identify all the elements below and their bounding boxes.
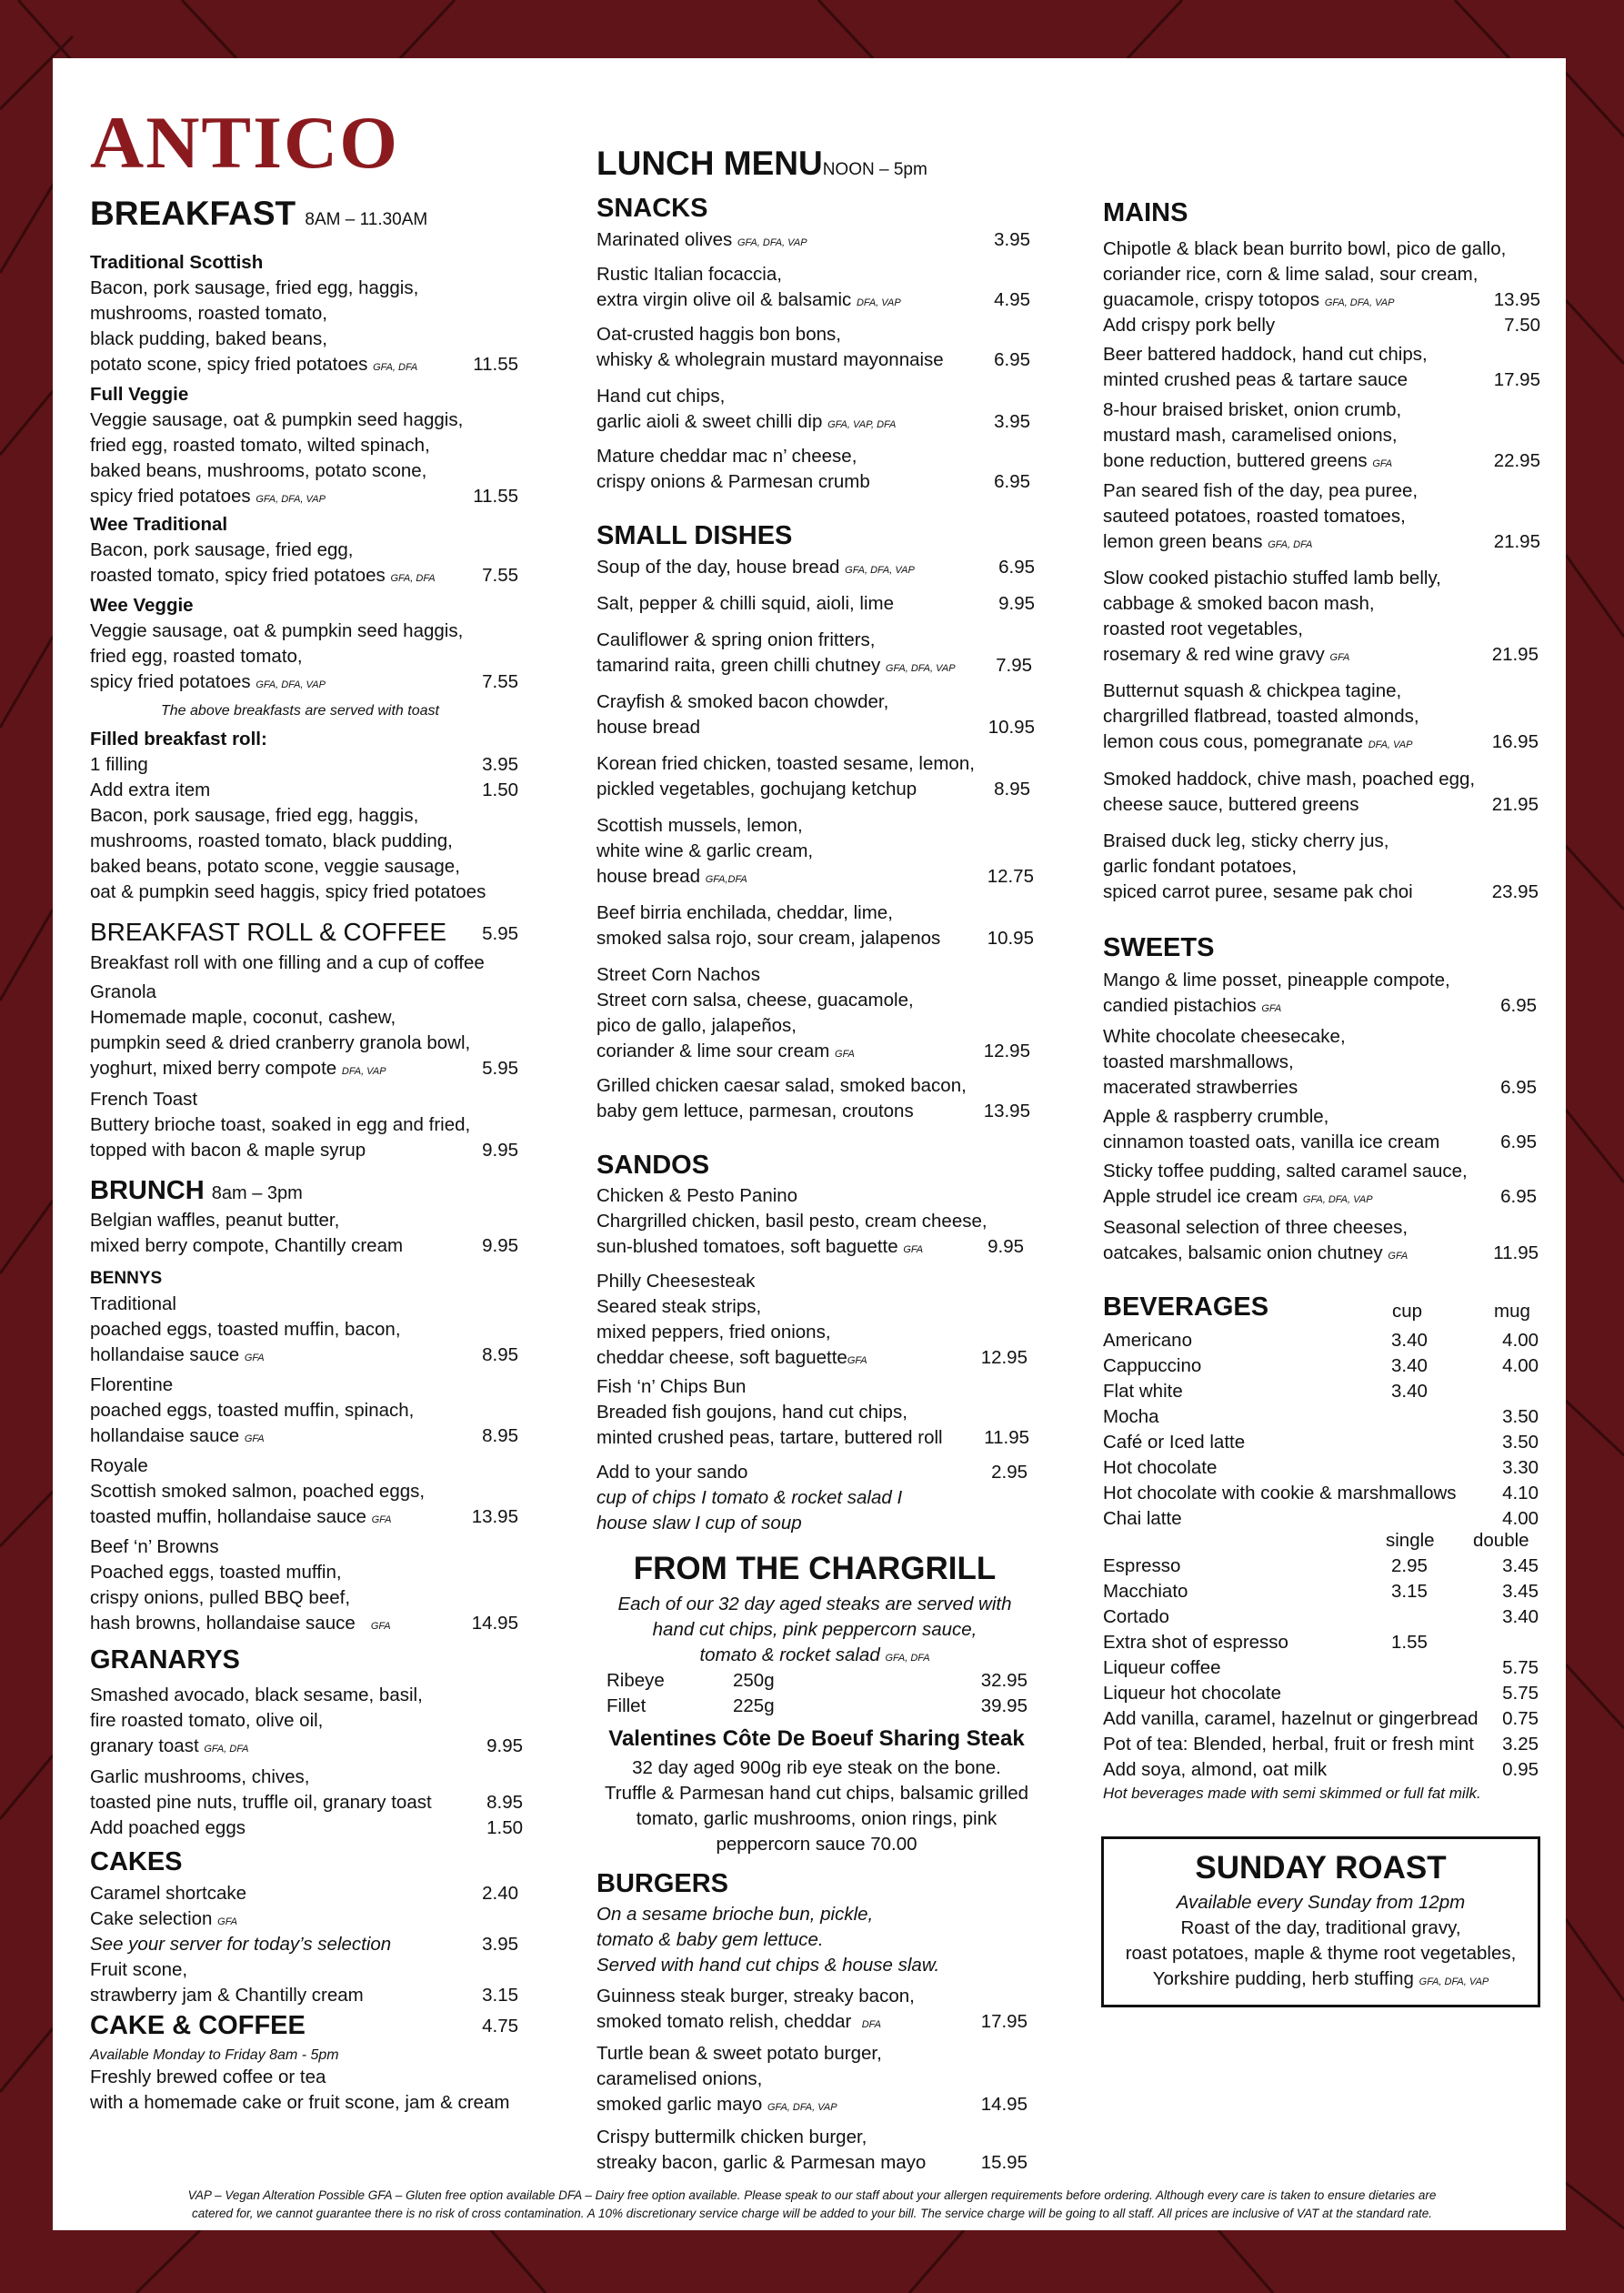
item-desc: lemon cous cous, pomegranate DFA, VAP	[1103, 731, 1413, 752]
beverage-price: 4.00	[1502, 1355, 1539, 1376]
item-desc: strawberry jam & Chantilly cream	[90, 1985, 364, 2006]
item-desc: 8-hour braised brisket, onion crumb,	[1103, 399, 1402, 420]
item-desc: candied pistachios GFA	[1103, 995, 1282, 1016]
item-price: 6.95	[994, 349, 1030, 370]
item-desc: Belgian waffles, peanut butter,	[90, 1210, 340, 1231]
item-desc: roast potatoes, maple & thyme root vegetables,	[1125, 1943, 1517, 1964]
item-price: 9.95	[998, 593, 1035, 614]
item-price: 39.95	[980, 1695, 1028, 1716]
item-price: 8.95	[482, 1425, 518, 1446]
beverage-name: Espresso	[1103, 1555, 1181, 1576]
item-desc: 1 filling	[90, 754, 148, 775]
item-desc: Pan seared fish of the day, pea puree,	[1103, 480, 1418, 501]
item-desc: Breakfast roll with one filling and a cup of coffee	[90, 952, 485, 973]
item-price: 6.95	[1500, 995, 1537, 1016]
item-desc: Bacon, pork sausage, fried egg, haggis,	[90, 805, 419, 826]
item-desc: smoked tomato relish, cheddar DFA	[596, 2011, 881, 2032]
section-title: BEVERAGES	[1103, 1292, 1269, 1322]
item-desc: potato scone, spicy fried potatoes GFA, DFA	[90, 354, 418, 375]
beverage-name: Add soya, almond, oat milk	[1103, 1759, 1328, 1780]
item-price: 12.95	[983, 1041, 1030, 1061]
beverage-price: 0.95	[1502, 1759, 1539, 1780]
item-desc: spicy fried potatoes GFA, DFA, VAP	[90, 486, 326, 507]
item-desc: baby gem lettuce, parmesan, croutons	[596, 1101, 914, 1121]
item-price: 21.95	[1491, 794, 1539, 815]
column-header: mug	[1494, 1301, 1530, 1322]
toast-note: The above breakfasts are served with toast	[161, 703, 439, 719]
item-price: 4.75	[482, 2016, 518, 2037]
item-desc: Smashed avocado, black sesame, basil,	[90, 1685, 423, 1705]
item-name: Beef ‘n’ Browns	[90, 1536, 219, 1557]
beverage-price: 3.40	[1391, 1330, 1428, 1351]
item-desc: Turtle bean & sweet potato burger,	[596, 2043, 882, 2064]
item-desc: white wine & garlic cream,	[596, 840, 814, 861]
beverage-price: 2.95	[1391, 1555, 1428, 1576]
item-desc: Street corn salsa, cheese, guacamole,	[596, 990, 914, 1011]
item-desc: Roast of the day, traditional gravy,	[1180, 1917, 1461, 1938]
item-name: Royale	[90, 1455, 148, 1476]
item-desc: rosemary & red wine gravy GFA	[1103, 644, 1350, 665]
beverage-name: Hot chocolate	[1103, 1457, 1218, 1478]
item-price: 11.95	[984, 1427, 1029, 1448]
allergen-footer	[98, 2187, 1526, 2223]
beverage-price: 3.30	[1502, 1457, 1539, 1478]
sunday-roast-box	[1101, 1836, 1540, 2007]
item-desc: Add poached eggs	[90, 1817, 246, 1838]
item-desc: Breaded fish goujons, hand cut chips,	[596, 1402, 907, 1423]
steak-name: Fillet	[606, 1695, 647, 1716]
item-desc: caramelised onions,	[596, 2068, 763, 2089]
item-desc: roasted root vegetables,	[1103, 619, 1303, 639]
item-desc: Braised duck leg, sticky cherry jus,	[1103, 830, 1389, 851]
item-desc: macerated strawberries	[1103, 1077, 1298, 1098]
steak-weight: 225g	[733, 1695, 775, 1716]
item-desc: cheddar cheese, soft baguetteGFA	[596, 1347, 867, 1368]
item-note: Available every Sunday from 12pm	[1176, 1892, 1466, 1913]
item-price: 9.95	[486, 1735, 523, 1756]
section-title: CAKES	[90, 1847, 183, 1876]
item-price: 9.95	[482, 1235, 518, 1256]
item-desc: Chargrilled chicken, basil pesto, cream cheese,	[596, 1211, 987, 1232]
item-price: 21.95	[1493, 531, 1540, 552]
item-price: 3.95	[994, 229, 1030, 250]
item-desc: chargrilled flatbread, toasted almonds,	[1103, 706, 1419, 727]
item-desc: pumpkin seed & dried cranberry granola bowl,	[90, 1032, 471, 1053]
breakfast-title: BREAKFAST 8AM – 11.30AM	[90, 195, 428, 232]
item-desc: Smoked haddock, chive mash, poached egg,	[1103, 769, 1476, 789]
item-name: Fish ‘n’ Chips Bun	[596, 1376, 747, 1397]
item-name: Wee Traditional	[90, 514, 228, 535]
item-desc: black pudding, baked beans,	[90, 328, 328, 349]
item-note: Available Monday to Friday 8am - 5pm	[90, 2047, 339, 2063]
item-price: 5.95	[482, 923, 518, 944]
item-price: 15.95	[980, 2152, 1028, 2173]
item-desc: Bacon, pork sausage, fried egg, haggis,	[90, 277, 419, 298]
item-desc: tamarind raita, green chilli chutney GFA, DFA, VAP	[596, 655, 956, 676]
beverage-name: Cortado	[1103, 1606, 1169, 1627]
item-desc: Oat-crusted haggis bon bons,	[596, 324, 841, 345]
item-price: 7.95	[996, 655, 1032, 676]
item-desc: peppercorn sauce 70.00	[716, 1834, 917, 1855]
beverage-price: 3.15	[1391, 1581, 1428, 1602]
item-desc: Mature cheddar mac n’ cheese,	[596, 446, 857, 467]
item-desc: coriander rice, corn & lime salad, sour cream,	[1103, 264, 1479, 285]
section-title: BREAKFAST ROLL & COFFEE	[90, 918, 447, 946]
item-price: 6.95	[998, 557, 1035, 578]
lunch-title: LUNCH MENUNOON – 5pm	[596, 145, 927, 182]
item-desc: whisky & wholegrain mustard mayonnaise	[596, 349, 944, 370]
item-price: 12.75	[987, 866, 1034, 887]
item-desc: Korean fried chicken, toasted sesame, lemon,	[596, 753, 975, 774]
item-desc: coriander & lime sour cream GFA	[596, 1041, 855, 1061]
item-desc: yoghurt, mixed berry compote DFA, VAP	[90, 1058, 386, 1079]
item-desc: house slaw I cup of soup	[596, 1513, 802, 1534]
item-desc: mixed peppers, fried onions,	[596, 1322, 831, 1343]
steak-weight: 250g	[733, 1670, 775, 1691]
item-desc: lemon green beans GFA, DFA	[1103, 531, 1313, 552]
item-desc: Grilled chicken caesar salad, smoked bacon,	[596, 1075, 967, 1096]
item-price: 9.95	[482, 1140, 518, 1161]
beverage-name: Add vanilla, caramel, hazelnut or gingerbread	[1103, 1708, 1479, 1729]
item-desc: Scottish mussels, lemon,	[596, 815, 803, 836]
beverage-price: 3.40	[1502, 1606, 1539, 1627]
item-price: 11.55	[473, 486, 518, 507]
item-price: 8.95	[486, 1792, 523, 1813]
item-name: Full Veggie	[90, 384, 189, 405]
beverage-name: Macchiato	[1103, 1581, 1188, 1602]
item-desc: tomato & rocket salad GFA, DFA	[699, 1644, 930, 1665]
item-desc: Beef birria enchilada, cheddar, lime,	[596, 902, 893, 923]
item-desc: Poached eggs, toasted muffin,	[90, 1562, 342, 1583]
beverage-name: Café or Iced latte	[1103, 1432, 1246, 1453]
item-desc: Seared steak strips,	[596, 1296, 762, 1317]
item-desc: Sticky toffee pudding, salted caramel sauce,	[1103, 1161, 1468, 1182]
beverage-price: 4.10	[1502, 1483, 1539, 1504]
item-desc: Beer battered haddock, hand cut chips,	[1103, 344, 1428, 365]
beverage-price: 3.40	[1391, 1381, 1428, 1402]
beverage-price: 1.55	[1391, 1632, 1428, 1653]
item-desc: house bread	[596, 717, 700, 738]
item-price: 6.95	[1500, 1131, 1537, 1152]
item-desc: Slow cooked pistachio stuffed lamb belly,	[1103, 568, 1441, 588]
item-name: Florentine	[90, 1374, 174, 1395]
item-desc: Cake selection GFA	[90, 1908, 237, 1929]
section-title: MAINS	[1103, 198, 1188, 227]
section-title: GRANARYS	[90, 1645, 240, 1674]
item-desc: hollandaise sauce GFA	[90, 1425, 265, 1446]
item-desc: cinnamon toasted oats, vanilla ice cream	[1103, 1131, 1440, 1152]
item-price: 14.95	[471, 1613, 518, 1634]
item-desc: fire roasted tomato, olive oil,	[90, 1710, 324, 1731]
item-price: 22.95	[1493, 450, 1540, 471]
item-desc: cheese sauce, buttered greens	[1103, 794, 1359, 815]
item-price: 10.95	[987, 928, 1034, 949]
item-name: Chicken & Pesto Panino	[596, 1185, 798, 1206]
item-desc: mushrooms, roasted tomato, black pudding,	[90, 830, 453, 851]
beverage-name: Liqueur coffee	[1103, 1657, 1221, 1678]
item-price: 17.95	[980, 2011, 1028, 2032]
beverage-price: 5.75	[1502, 1683, 1539, 1704]
item-desc: Seasonal selection of three cheeses,	[1103, 1217, 1408, 1238]
item-desc: guacamole, crispy totopos GFA, DFA, VAP	[1103, 289, 1395, 310]
item-price: 12.95	[980, 1347, 1028, 1368]
item-desc: Yorkshire pudding, herb stuffing GFA, DFA, VAP	[1152, 1968, 1489, 1989]
beverage-price: 5.75	[1502, 1657, 1539, 1678]
item-desc: fried egg, roasted tomato,	[90, 646, 303, 667]
item-price: 7.55	[482, 565, 518, 586]
item-desc: toasted marshmallows,	[1103, 1051, 1294, 1072]
item-desc: On a sesame brioche bun, pickle,	[596, 1904, 874, 1925]
item-name: French Toast	[90, 1089, 198, 1110]
item-desc: Crayfish & smoked bacon chowder,	[596, 691, 889, 712]
item-desc: sun-blushed tomatoes, soft baguette GFA	[596, 1236, 924, 1257]
item-price: 23.95	[1491, 881, 1539, 902]
item-price: 1.50	[486, 1817, 523, 1838]
item-name: Wee Veggie	[90, 595, 194, 616]
item-price: 7.55	[482, 671, 518, 692]
item-desc: hollandaise sauce GFA	[90, 1344, 265, 1365]
item-name: Traditional Scottish	[90, 252, 264, 273]
item-desc: Garlic mushrooms, chives,	[90, 1766, 310, 1787]
item-desc: garlic fondant potatoes,	[1103, 856, 1298, 877]
beverage-price: 0.75	[1502, 1708, 1539, 1729]
beverage-price: 3.45	[1502, 1555, 1539, 1576]
beverage-price: 3.50	[1502, 1432, 1539, 1453]
item-desc: Crispy buttermilk chicken burger,	[596, 2127, 867, 2147]
item-desc: 32 day aged 900g rib eye steak on the bone.	[632, 1757, 1001, 1778]
section-title: FROM THE CHARGRILL	[633, 1551, 997, 1586]
brunch-title: BRUNCH 8am – 3pm	[90, 1176, 303, 1205]
beverage-price: 3.40	[1391, 1355, 1428, 1376]
item-desc: Hand cut chips,	[596, 386, 726, 407]
item-desc: extra virgin olive oil & balsamic DFA, VAP	[596, 289, 901, 310]
item-desc: mushrooms, roasted tomato,	[90, 303, 327, 324]
item-price: 13.95	[471, 1506, 518, 1527]
item-desc: Add to your sando	[596, 1462, 748, 1483]
item-price: 13.95	[983, 1101, 1030, 1121]
item-desc: tomato, garlic mushrooms, onion rings, pink	[636, 1808, 997, 1829]
item-desc: cup of chips I tomato & rocket salad I	[596, 1487, 903, 1508]
item-desc: spiced carrot puree, sesame pak choi	[1103, 881, 1413, 902]
item-price: 11.95	[1493, 1242, 1539, 1263]
item-desc: streaky bacon, garlic & Parmesan mayo	[596, 2152, 927, 2173]
beverage-name: Extra shot of espresso	[1103, 1632, 1288, 1653]
item-desc: Freshly brewed coffee or tea	[90, 2067, 326, 2087]
item-desc: baked beans, potato scone, veggie sausage,	[90, 856, 460, 877]
item-desc: pickled vegetables, gochujang ketchup	[596, 779, 917, 800]
beverage-price: 3.45	[1502, 1581, 1539, 1602]
item-desc: Scottish smoked salmon, poached eggs,	[90, 1481, 426, 1502]
item-desc: poached eggs, toasted muffin, bacon,	[90, 1319, 401, 1340]
item-price: 1.50	[482, 779, 518, 800]
item-price: 9.95	[987, 1236, 1024, 1257]
special-title: Valentines Côte De Boeuf Sharing Steak	[608, 1726, 1025, 1751]
beverage-price: 3.25	[1502, 1734, 1539, 1755]
section-title: SMALL DISHES	[596, 521, 793, 550]
item-desc: Guinness steak burger, streaky bacon,	[596, 1986, 915, 2006]
item-desc: baked beans, mushrooms, potato scone,	[90, 460, 427, 481]
item-price: 16.95	[1491, 731, 1539, 752]
column-header: single	[1386, 1530, 1435, 1551]
item-desc: toasted muffin, hollandaise sauce GFA	[90, 1506, 392, 1527]
steak-name: Ribeye	[606, 1670, 665, 1691]
section-title: SUNDAY ROAST	[1195, 1850, 1447, 1886]
section-title: CAKE & COFFEE	[90, 2011, 306, 2040]
item-desc: smoked garlic mayo GFA, DFA, VAP	[596, 2094, 837, 2115]
item-desc: minted crushed peas, tartare, buttered roll	[596, 1427, 943, 1448]
item-desc: oatcakes, balsamic onion chutney GFA	[1103, 1242, 1408, 1263]
item-price: 3.95	[482, 754, 518, 775]
item-desc: pico de gallo, jalapeños,	[596, 1015, 797, 1036]
item-desc: smoked salsa rojo, sour cream, jalapenos	[596, 928, 941, 949]
item-desc: with a homemade cake or fruit scone, jam & cream	[90, 2092, 510, 2113]
item-price: 2.40	[482, 1883, 518, 1904]
item-price: 8.95	[482, 1344, 518, 1365]
item-desc: Veggie sausage, oat & pumpkin seed haggis,	[90, 409, 464, 430]
beverage-price: 4.00	[1502, 1508, 1539, 1529]
item-desc: crispy onions, pulled BBQ beef,	[90, 1587, 351, 1608]
item-desc: garlic aioli & sweet chilli dip GFA, VAP, DFA	[596, 411, 897, 432]
item-desc: Rustic Italian focaccia,	[596, 264, 782, 285]
item-price: 3.15	[482, 1985, 518, 2006]
item-desc: Mango & lime posset, pineapple compote,	[1103, 970, 1450, 991]
beverage-name: Hot chocolate with cookie & marshmallows	[1103, 1483, 1457, 1504]
beverage-name: Pot of tea: Blended, herbal, fruit or fresh mint	[1103, 1734, 1474, 1755]
item-desc: Butternut squash & chickpea tagine,	[1103, 680, 1402, 701]
item-desc: Caramel shortcake	[90, 1883, 247, 1904]
item-desc: Salt, pepper & chilli squid, aioli, lime	[596, 593, 895, 614]
item-desc: Truffle & Parmesan hand cut chips, balsamic grilled	[604, 1783, 1029, 1804]
item-price: 8.95	[994, 779, 1030, 800]
item-desc: Buttery brioche toast, soaked in egg and fried,	[90, 1114, 471, 1135]
item-price: 11.55	[473, 354, 518, 375]
item-desc: cabbage & smoked bacon mash,	[1103, 593, 1375, 614]
item-price: 3.95	[994, 411, 1030, 432]
bennys-subtitle: BENNYS	[90, 1269, 163, 1288]
item-desc: roasted tomato, spicy fried potatoes GFA, DFA	[90, 565, 436, 586]
item-price: 14.95	[980, 2094, 1028, 2115]
item-price: 21.95	[1491, 644, 1539, 665]
item-name: Filled breakfast roll:	[90, 729, 267, 749]
item-desc: spicy fried potatoes GFA, DFA, VAP	[90, 671, 326, 692]
item-desc: oat & pumpkin seed haggis, spicy fried potatoes	[90, 881, 486, 902]
item-price: 6.95	[1500, 1077, 1537, 1098]
item-price: 10.95	[987, 717, 1035, 738]
item-price: 4.95	[994, 289, 1030, 310]
item-desc: mustard mash, caramelised onions,	[1103, 425, 1398, 446]
item-desc: Add crispy pork belly	[1103, 315, 1276, 336]
item-desc: minted crushed peas & tartare sauce	[1103, 369, 1408, 390]
item-desc: See your server for today’s selection	[90, 1934, 392, 1955]
item-desc: Cauliflower & spring onion fritters,	[596, 629, 876, 650]
item-desc: Marinated olives GFA, DFA, VAP	[596, 229, 807, 250]
item-desc: toasted pine nuts, truffle oil, granary toast	[90, 1792, 432, 1813]
section-title: BURGERS	[596, 1869, 729, 1898]
item-desc: White chocolate cheesecake,	[1103, 1026, 1346, 1047]
beverage-name: Chai latte	[1103, 1508, 1182, 1529]
footer-line: VAP – Vegan Alteration Possible GFA – Gluten free option available DFA – Dairy free option available. Please speak to our staff about your allergen requirements before ordering. Although every care is taken to ensure dietaries are	[187, 2188, 1437, 2202]
beverage-name: Americano	[1103, 1330, 1192, 1351]
section-title: SNACKS	[596, 194, 708, 223]
item-price: 3.95	[482, 1934, 518, 1955]
item-name: Philly Cheesesteak	[596, 1271, 756, 1292]
item-price: 32.95	[980, 1670, 1028, 1691]
item-price: 7.50	[1504, 315, 1540, 336]
item-desc: granary toast GFA, DFA	[90, 1735, 249, 1756]
item-desc: Apple & raspberry crumble,	[1103, 1106, 1329, 1127]
item-name: Granola	[90, 981, 156, 1002]
item-desc: hand cut chips, pink peppercorn sauce,	[652, 1619, 977, 1640]
item-price: 2.95	[991, 1462, 1028, 1483]
column-header: cup	[1392, 1301, 1423, 1322]
beverage-price: 3.50	[1502, 1406, 1539, 1427]
item-price: 6.95	[1500, 1186, 1537, 1207]
item-desc: hash browns, hollandaise sauce GFA	[90, 1613, 391, 1634]
item-desc: sauteed potatoes, roasted tomatoes,	[1103, 506, 1406, 527]
section-title: SWEETS	[1103, 933, 1215, 962]
item-name: Traditional	[90, 1293, 176, 1314]
item-price: 13.95	[1493, 289, 1540, 310]
item-desc: Bacon, pork sausage, fried egg,	[90, 539, 354, 560]
footer-line: catered for, we cannot guarantee there is no risk of cross contamination. A 10% discretionary service charge will be added to your bill. The service charge will be going to all staff. All prices are inclusive of VAT at the standard rate.	[192, 2207, 1432, 2220]
item-desc: house bread GFA,DFA	[596, 866, 747, 887]
item-desc: Served with hand cut chips & house slaw.	[596, 1955, 940, 1976]
beverage-note: Hot beverages made with semi skimmed or full fat milk.	[1103, 1785, 1481, 1802]
item-desc: mixed berry compote, Chantilly cream	[90, 1235, 404, 1256]
item-desc: Add extra item	[90, 779, 211, 800]
antico-logo	[90, 107, 399, 178]
item-desc: crispy onions & Parmesan crumb	[596, 471, 870, 492]
item-desc: Each of our 32 day aged steaks are served with	[617, 1594, 1012, 1614]
item-name: Street Corn Nachos	[596, 964, 761, 985]
beverage-name: Cappuccino	[1103, 1355, 1202, 1376]
item-price: 17.95	[1493, 369, 1540, 390]
item-price: 5.95	[482, 1058, 518, 1079]
item-desc: Apple strudel ice cream GFA, DFA, VAP	[1103, 1186, 1373, 1207]
item-desc: fried egg, roasted tomato, wilted spinach,	[90, 435, 430, 456]
beverage-price: 4.00	[1502, 1330, 1539, 1351]
beverage-name: Flat white	[1103, 1381, 1183, 1402]
item-desc: Homemade maple, coconut, cashew,	[90, 1007, 396, 1028]
item-desc: Soup of the day, house bread GFA, DFA, VAP	[596, 557, 915, 578]
item-desc: poached eggs, toasted muffin, spinach,	[90, 1400, 415, 1421]
item-price: 6.95	[994, 471, 1030, 492]
beverage-name: Mocha	[1103, 1406, 1159, 1427]
beverage-name: Liqueur hot chocolate	[1103, 1683, 1282, 1704]
item-desc: topped with bacon & maple syrup	[90, 1140, 366, 1161]
item-desc: bone reduction, buttered greens GFA	[1103, 450, 1393, 471]
item-desc: Fruit scone,	[90, 1959, 188, 1980]
svg-text:ANTICO: ANTICO	[90, 107, 399, 178]
column-header: double	[1473, 1530, 1529, 1551]
section-title: SANDOS	[596, 1151, 710, 1180]
item-desc: Veggie sausage, oat & pumpkin seed haggis,	[90, 620, 464, 641]
item-desc: Chipotle & black bean burrito bowl, pico de gallo,	[1103, 238, 1507, 259]
item-desc: tomato & baby gem lettuce.	[596, 1929, 824, 1950]
